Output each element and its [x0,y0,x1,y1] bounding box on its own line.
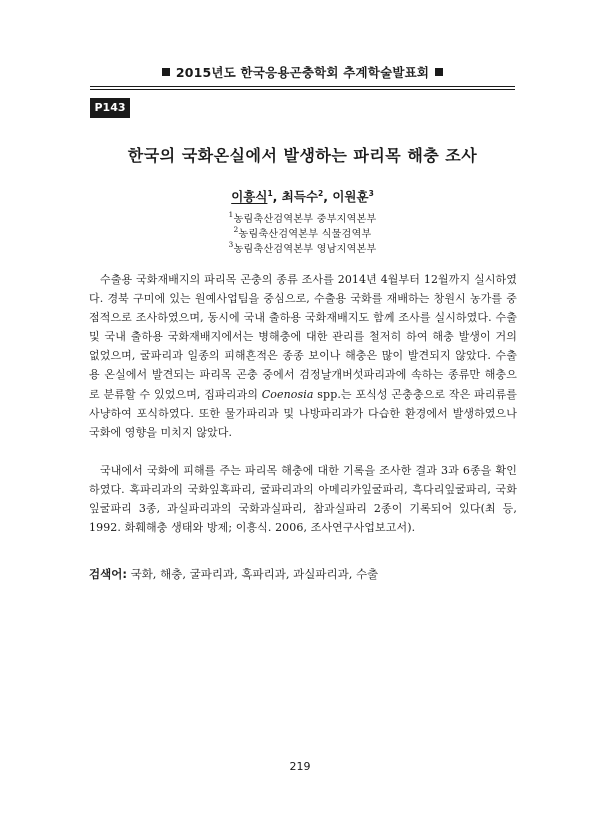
author-affiliation-mark: 1 [267,189,273,198]
keywords-text: 국화, 해충, 굴파리과, 혹파리과, 과실파리과, 수출 [126,567,379,581]
author-name: 최득수 [281,189,318,204]
affiliation-line [90,225,515,240]
header-rule-top [90,86,515,87]
species-name: Coenosia [261,387,314,401]
author-separator: , [272,189,282,204]
author-list [90,187,515,205]
affiliation-mark: 3 [228,240,234,249]
affiliation-line [90,210,515,225]
abstract-text: spp.는 포식성 곤충충으로 작은 파리류를 사냥하여 포식하였다. 또한 물가파리과 및 나방파리과가 다습한 환경에서 발생하였으나 국화에 영향을 미치지 않았다. [89,387,517,439]
running-header [90,63,515,81]
poster-id-badge: P143 [90,98,130,118]
author-name: 이흥식 [231,189,268,204]
abstract-paragraph-2: 국내에서 국화에 피해를 주는 파리목 해충에 대한 기록을 조사한 결과 3과 6종을 확인하였다. 혹파리과의 국화잎혹파리, 굴파리과의 아메리카잎굴파리, 흑다리잎굴파리, 국화잎굴파리 3종, 과실파리과의 국화과실파리, 참과실파리 2종이 기록되어 있다(최 등, 1992. 화훼해충 생태와 방제; 이흥식. 2006, 조사연구사업보고서). [89,464,517,535]
affiliation-text: 농림축산검역본부 식물검역부 [238,229,372,240]
square-bullet-icon [435,68,443,76]
page-number: 219 [289,760,311,773]
affiliation-text: 농림축산검역본부 영남지역본부 [233,244,377,255]
author-separator: , [323,189,333,204]
affiliation-text: 농림축산검역본부 중부지역본부 [233,214,377,225]
header-text: 2015년도 한국응용곤충학회 추계학술발표회 [175,65,430,80]
abstract-paragraph-1 [89,270,517,442]
affiliation-mark: 2 [233,225,239,234]
square-bullet-icon [162,68,170,76]
author-affiliation-mark: 3 [368,189,374,198]
paper-title: 한국의 국화온실에서 발생하는 파리목 해충 조사 [127,146,478,165]
affiliation-mark: 1 [228,210,234,219]
affiliation-line [90,240,515,255]
keywords [89,566,517,582]
author-name: 이원훈 [332,189,369,204]
header-rule-bottom [90,89,515,90]
author-affiliation-mark: 2 [318,189,324,198]
abstract-text: 수출용 국화재배지의 파리목 곤충의 종류 조사를 2014년 4월부터 12월까지 실시하였다. 경북 구미에 있는 원예사업팀을 중심으로, 수출용 국화를 재배하는 창원시 농가를 중점적으로 조사하였으며, 동시에 국내 출하용 국화재배지도 함께 조사를 실시하였다. 수출 및 국내 출하용 국화재배지에서는 병해충에 대한 관리를 철저히 하여 해충 발생이 거의 없었으며, 굴파리과 일종의 피해흔적은 종종 보이나 해충은 많이 발견되지 않았다. 수출용 온실에서 발견되는 파리목 곤충 중에서 검정날개버섯파리과에 속하는 종류만 해충으로 분류할 수 있었으며, 집파리과의 [89,273,517,401]
keywords-label: 검색어: [89,567,127,581]
